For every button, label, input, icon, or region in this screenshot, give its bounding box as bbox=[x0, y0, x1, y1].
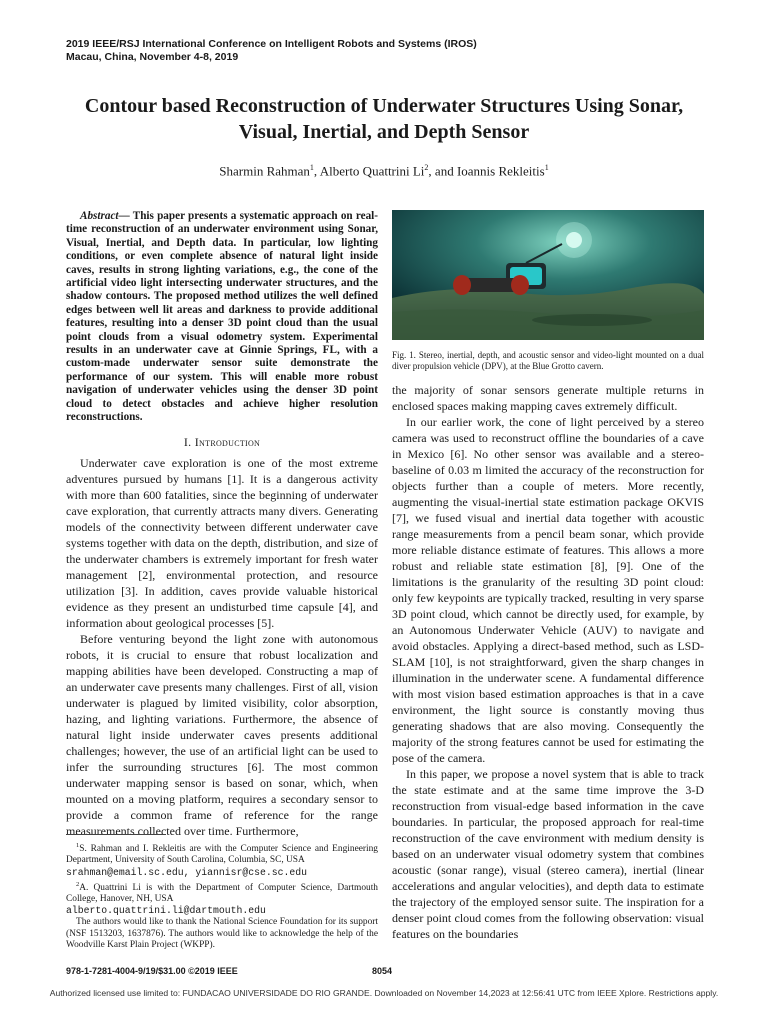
author-list: Sharmin Rahman$^1$, Alberto Quattrini Li$^2$, and Ioannis Rekleitis$^1$ bbox=[219, 163, 549, 179]
footnote-2-marker: 2 bbox=[76, 880, 80, 888]
intro-paragraph-2: Before venturing beyond the light zone with autonomous robots, it is crucial to ensure that robust localization and mapping abilities have been developed. Constructing a map of an underwater cave presents many challenges. First of all, vision underwater is plagued by limited visibility, color absorption, hazing, and lighting variations. Furthermore, the absence of natural light inside underwater caves presents additional challenges; however, the use of an artificial light can be used to infer the surrounding structures [6]. The most common underwater mapping sensor is based on sonar, which, when mounted on a moving platform, requires a secondary sensor to provide a common frame of reference for the range measurements collected over time. Furthermore, bbox=[66, 631, 378, 838]
title-line-1: Contour based Reconstruction of Underwater Structures Using Sonar, bbox=[84, 95, 684, 117]
abstract-dash: — bbox=[118, 210, 133, 222]
footnote-2 bbox=[66, 879, 378, 918]
author-1: Sharmin Rahman bbox=[219, 163, 310, 179]
intro-paragraph-1: Underwater cave exploration is one of the most extreme adventures pursued by humans [1]. It is a dangerous activity with more than 600 fatalities, since the beginning of underwater cave exploration, that currently attracts many divers. Generating models of the connectivity between different underwater cave systems together with data on the depth, distribution, and size of the underwater chambers is extremely important for fresh water management [2], environmental protection, and resource utilization [3]. In addition, caves provide valuable historical evidence as they present an undisturbed time capsule [4], and information about geological processes [5]. bbox=[66, 455, 378, 630]
left-column bbox=[66, 210, 378, 839]
footnote-1 bbox=[66, 840, 378, 879]
footnote-1-text: S. Rahman and I. Rekleitis are with the Computer Science and Engineering Department, University of South Carolina, Columbia, SC, USA bbox=[66, 844, 378, 866]
author-2: Alberto Quattrini Li bbox=[319, 163, 425, 179]
section-number: I. bbox=[183, 434, 192, 449]
abstract-text: This paper presents a systematic approach on real-time reconstruction of an underwater environment using Sonar, Visual, Inertial, and Depth data. In particular, low lighting conditions, or even complete absence of natural light inside caves, results in strong lighting variations, e.g., the cone of the artificial video light intersecting underwater structures, and the shadow contours. The proposed method utilizes the well defined edges between well lit areas and darkness to provide additional features, resulting into a denser 3D point cloud than the usual point clouds from a visual odometry system. Experimental results in an underwater cave at Ginnie Springs, FL, with a custom-made underwater sensor suite demonstrate the performance of our system. This will enable more robust navigation of underwater vehicles using the denser 3D point cloud to detect obstacles and achieve higher resolution reconstructions. bbox=[66, 210, 378, 424]
conference-header bbox=[66, 38, 477, 64]
right-column bbox=[392, 210, 704, 942]
abstract bbox=[66, 210, 378, 425]
author-1-affil: 1 bbox=[309, 163, 314, 172]
author-2-affil: 2 bbox=[424, 163, 429, 172]
footnote-2-text: A. Quattrini Li is with the Department of Computer Science, Dartmouth College, Hanover, NH, USA bbox=[66, 882, 378, 905]
footnote-2-email: alberto.quattrini.li@dartmouth.edu bbox=[66, 905, 266, 917]
section-heading-introduction bbox=[66, 434, 378, 450]
right-paragraph-1: the majority of sonar sensors generate multiple returns in enclosed spaces making mapping caves extremely difficult. bbox=[392, 383, 704, 413]
dpv-propeller-left bbox=[453, 275, 471, 295]
footnotes bbox=[66, 840, 378, 951]
conference-name: 2019 IEEE/RSJ International Conference on Intelligent Robots and Systems (IROS) bbox=[66, 38, 477, 50]
footnote-rule bbox=[66, 834, 166, 835]
footnote-1-marker: 1 bbox=[76, 842, 80, 849]
figure-1-caption: Fig. 1. Stereo, inertial, depth, and acoustic sensor and video-light mounted on a dual diver propulsion vehicle (DPV), at the Blue Grotto cavern. bbox=[392, 350, 704, 371]
title-line-2: Visual, Inertial, and Depth Sensor bbox=[238, 121, 530, 143]
author-3-affil: 1 bbox=[544, 163, 549, 172]
author-separator: , and bbox=[428, 163, 457, 179]
figure-1-photo bbox=[392, 210, 704, 340]
right-paragraph-2: In our earlier work, the cone of light perceived by a stereo camera was used to reconstruct offline the boundaries of a cave in Mexico [6]. No other sensor was available and a stereo-baseline of 0.03 m limited the accuracy of the reconstruction for objects further than a couple of meters. More recently, augmenting the visual-inertial state estimation package OKVIS [7], we fused visual and inertial data together with acoustic range measurements from a pencil beam sonar, which provide more reliable distance estimate of features. This allows a more robust and reliable state estimation [8], [9]. One of the limitations is the granularity of the resulting 3D point cloud: only few keypoints are typically tracked, resulting in very sparse 3D point cloud, which cannot be directly used, for example, by an Autonomous Underwater Vehicle (AUV) to navigate and avoid obstacles. Applying a direct-based method, such as LSD-SLAM [10], is not straightforward, given the sharp changes in illumination in the underwater scene. A fundamental difference with most vision based estimation approaches is that in a cave environment, the light source is constantly moving thus generating shadows that are also moving. Consequently the majority of the strong features cannot be used for estimating the pose of the camera. bbox=[392, 415, 704, 765]
abstract-label: Abstract bbox=[80, 210, 119, 222]
rock-shadow bbox=[532, 314, 652, 326]
conference-location: Macau, China, November 4-8, 2019 bbox=[66, 51, 239, 63]
paper-title bbox=[40, 93, 728, 145]
section-title: Introduction bbox=[194, 434, 261, 449]
license-notice: Authorized licensed use limited to: FUNDACAO UNIVERSIDADE DO RIO GRANDE. Downloaded on November 14,2023 at 12:56:41 UTC from IEEE Xplore. Restrictions apply. bbox=[49, 988, 719, 998]
dpv-propeller-right bbox=[511, 275, 529, 295]
footnote-1-emails: srahman@email.sc.edu, yiannisr@cse.sc.edu bbox=[66, 866, 308, 878]
isbn-line: 978-1-7281-4004-9/19/$31.00 ©2019 IEEE bbox=[66, 966, 238, 976]
page-number: 8054 bbox=[372, 966, 393, 976]
light-halo bbox=[556, 222, 592, 258]
author-3: Ioannis Rekleitis bbox=[456, 163, 545, 179]
right-paragraph-3: In this paper, we propose a novel system that is able to track the state estimate and at the same time improve the 3-D reconstruction from visual-edge based information in the cave boundaries. In particular, the proposed approach for real-time reconstruction of the cave environment with medium density is based on an underwater visual odometry system that combines acoustic (sonar range), visual (stereo camera), inertial (linear accelerations and angular velocities), and depth data to estimate the trajectory of the employed sensor suite. The inspiration for a denser point cloud comes from the following observation: visual features on the boundaries bbox=[392, 767, 704, 941]
acknowledgement: The authors would like to thank the National Science Foundation for its support (NSF 1513203, 1637876). The authors would like to acknowledge the help of the Woodville Karst Plain Project (WKPP). bbox=[66, 917, 378, 950]
